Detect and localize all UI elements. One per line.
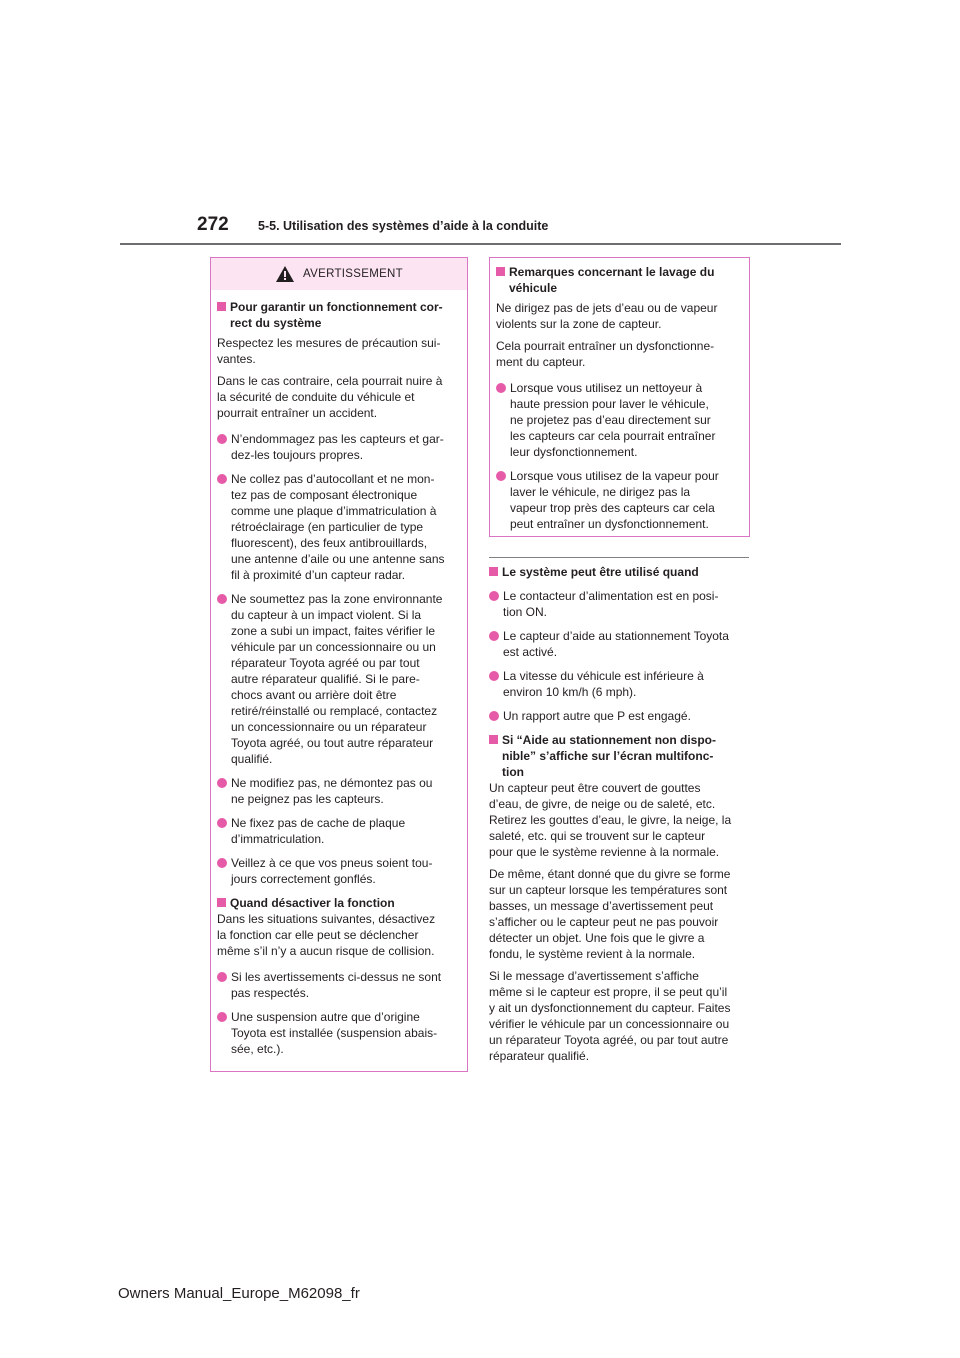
bullet-text: Le contacteur d’alimentation est en posi- tion ON.: [503, 589, 719, 619]
circle-bullet-icon: [217, 594, 227, 604]
section-divider: [489, 557, 749, 558]
heading-text: Si “Aide au stationnement non dispo- nible” s’affiche sur l’écran multifonc- tion: [502, 733, 717, 779]
bullet-text: Ne collez pas d’autocollant et ne mon- tez pas de composant électronique comme une plaque d’immatriculation à rétroéclairage (en particulier de type fluorescent), des feux antibrouillards, une antenne d’aile ou une antenne sans fil à proximité d’un capteur radar.: [231, 472, 445, 582]
circle-bullet-icon: [496, 383, 506, 393]
warning-header: [211, 258, 467, 290]
paragraph: Dans le cas contraire, cela pourrait nuire à la sécurité de conduite du véhicule et pourrait entraîner un accident.: [217, 374, 443, 420]
bullet-item: [489, 708, 749, 724]
circle-bullet-icon: [217, 778, 227, 788]
note-box: [489, 257, 750, 537]
circle-bullet-icon: [217, 434, 227, 444]
heading-text: Pour garantir un fonctionnement cor- rect du système: [230, 300, 443, 330]
bullet-item: [217, 969, 460, 1001]
bullet-item: [489, 588, 749, 620]
circle-bullet-icon: [217, 858, 227, 868]
page-number: 272: [197, 214, 229, 235]
bullet-text: Ne modifiez pas, ne démontez pas ou ne peignez pas les capteurs.: [231, 776, 433, 806]
unavailable-heading: [489, 732, 749, 780]
square-bullet-icon: [496, 267, 505, 276]
circle-bullet-icon: [489, 591, 499, 601]
bullet-text: Veillez à ce que vos pneus soient tou- jours correctement gonflés.: [231, 856, 433, 886]
warning-box: [210, 257, 468, 1072]
bullet-item: [217, 471, 460, 583]
paragraph: Un capteur peut être couvert de gouttes d’eau, de givre, de neige ou de saleté, etc. Retirez les gouttes d’eau, le givre, la neige, la saleté, etc. qui se trouvent sur le capteur pour que le système revienne à la normale.: [489, 781, 732, 859]
circle-bullet-icon: [496, 471, 506, 481]
bullet-item: [489, 668, 749, 700]
square-bullet-icon: [489, 567, 498, 576]
bullet-item: [217, 591, 460, 767]
heading-text: Le système peut être utilisé quand: [502, 565, 699, 579]
paragraph: Ne dirigez pas de jets d’eau ou de vapeur violents sur la zone de capteur.: [496, 301, 718, 331]
section-title: 5-5. Utilisation des systèmes d’aide à la conduite: [258, 219, 549, 233]
bullet-text: Lorsque vous utilisez un nettoyeur à haute pression pour laver le véhicule, ne projetez pas d’eau directement sur les capteurs car cela pourrait entraîner leur dysfonctionnement.: [510, 381, 716, 459]
bullet-text: Un rapport autre que P est engagé.: [503, 709, 691, 723]
bullet-text: Si les avertissements ci-dessus ne sont pas respectés.: [231, 970, 442, 1000]
circle-bullet-icon: [489, 671, 499, 681]
header-divider: [120, 243, 841, 245]
warning-title: AVERTISSEMENT: [303, 268, 403, 280]
bullet-item: [217, 431, 460, 463]
circle-bullet-icon: [217, 474, 227, 484]
heading-text: Remarques concernant le lavage du véhicule: [509, 265, 715, 295]
circle-bullet-icon: [217, 1012, 227, 1022]
note-heading: [496, 264, 742, 296]
bullet-item: [217, 1009, 460, 1057]
bullet-text: Lorsque vous utilisez de la vapeur pour laver le véhicule, ne dirigez pas la vapeur trop près des capteurs car cela peut entraîner un dysfonctionnement.: [510, 469, 719, 531]
circle-bullet-icon: [217, 972, 227, 982]
right-column: [489, 557, 749, 1070]
bullet-item: [496, 380, 742, 460]
warning-heading-1: [217, 299, 460, 331]
warning-triangle-icon: [275, 265, 295, 283]
warning-heading-2: [217, 895, 460, 911]
bullet-item: [217, 855, 460, 887]
paragraph: Respectez les mesures de précaution sui- vantes.: [217, 336, 441, 366]
circle-bullet-icon: [489, 631, 499, 641]
paragraph: Cela pourrait entraîner un dysfonctionne- ment du capteur.: [496, 339, 715, 369]
paragraph: Si le message d’avertissement s’affiche même si le capteur est propre, il se peut qu’il y ait un dysfonctionnement du capteur. Faites vérifier le véhicule par un concessionnaire ou un réparateur Toyota agréé, ou par tout autre réparateur qualifié.: [489, 969, 731, 1063]
square-bullet-icon: [217, 302, 226, 311]
footer-text: Owners Manual_Europe_M62098_fr: [118, 1285, 360, 1302]
warning-body: [211, 290, 467, 1057]
bullet-text: Le capteur d’aide au stationnement Toyota est activé.: [503, 629, 729, 659]
bullet-text: La vitesse du véhicule est inférieure à environ 10 km/h (6 mph).: [503, 669, 704, 699]
circle-bullet-icon: [217, 818, 227, 828]
bullet-text: Ne soumettez pas la zone environnante du capteur à un impact violent. Si la zone a subi un impact, faites vérifier le véhicule par un concessionnaire ou un réparateur Toyota agréé ou par tout autre réparateur qualifié. Si le pare- chocs avant ou arrière doit être retiré/réinstallé ou remplacé, contactez un concessionnaire ou un réparateur Toyota agréé, ou tout autre réparateur qualifié.: [231, 592, 443, 766]
bullet-item: [217, 775, 460, 807]
circle-bullet-icon: [489, 711, 499, 721]
bullet-item: [489, 628, 749, 660]
paragraph: Dans les situations suivantes, désactivez la fonction car elle peut se déclencher même s’il n’y a aucun risque de collision.: [217, 912, 436, 958]
bullet-text: N’endommagez pas les capteurs et gar- dez-les toujours propres.: [231, 432, 444, 462]
bullet-item: [496, 468, 742, 532]
bullet-text: Une suspension autre que d’origine Toyota est installée (suspension abais- sée, etc.).: [231, 1010, 438, 1056]
square-bullet-icon: [489, 735, 498, 744]
bullet-item: [217, 815, 460, 847]
square-bullet-icon: [217, 898, 226, 907]
usage-heading: [489, 564, 749, 580]
heading-text: Quand désactiver la fonction: [230, 896, 395, 910]
paragraph: De même, étant donné que du givre se forme sur un capteur lorsque les températures sont basses, un message d’avertissement peut s’afficher ou le capteur peut ne pas pouvoir détecter un objet. Une fois que le givre a fondu, le système revient à la normale.: [489, 867, 731, 961]
bullet-text: Ne fixez pas de cache de plaque d’immatriculation.: [231, 816, 406, 846]
